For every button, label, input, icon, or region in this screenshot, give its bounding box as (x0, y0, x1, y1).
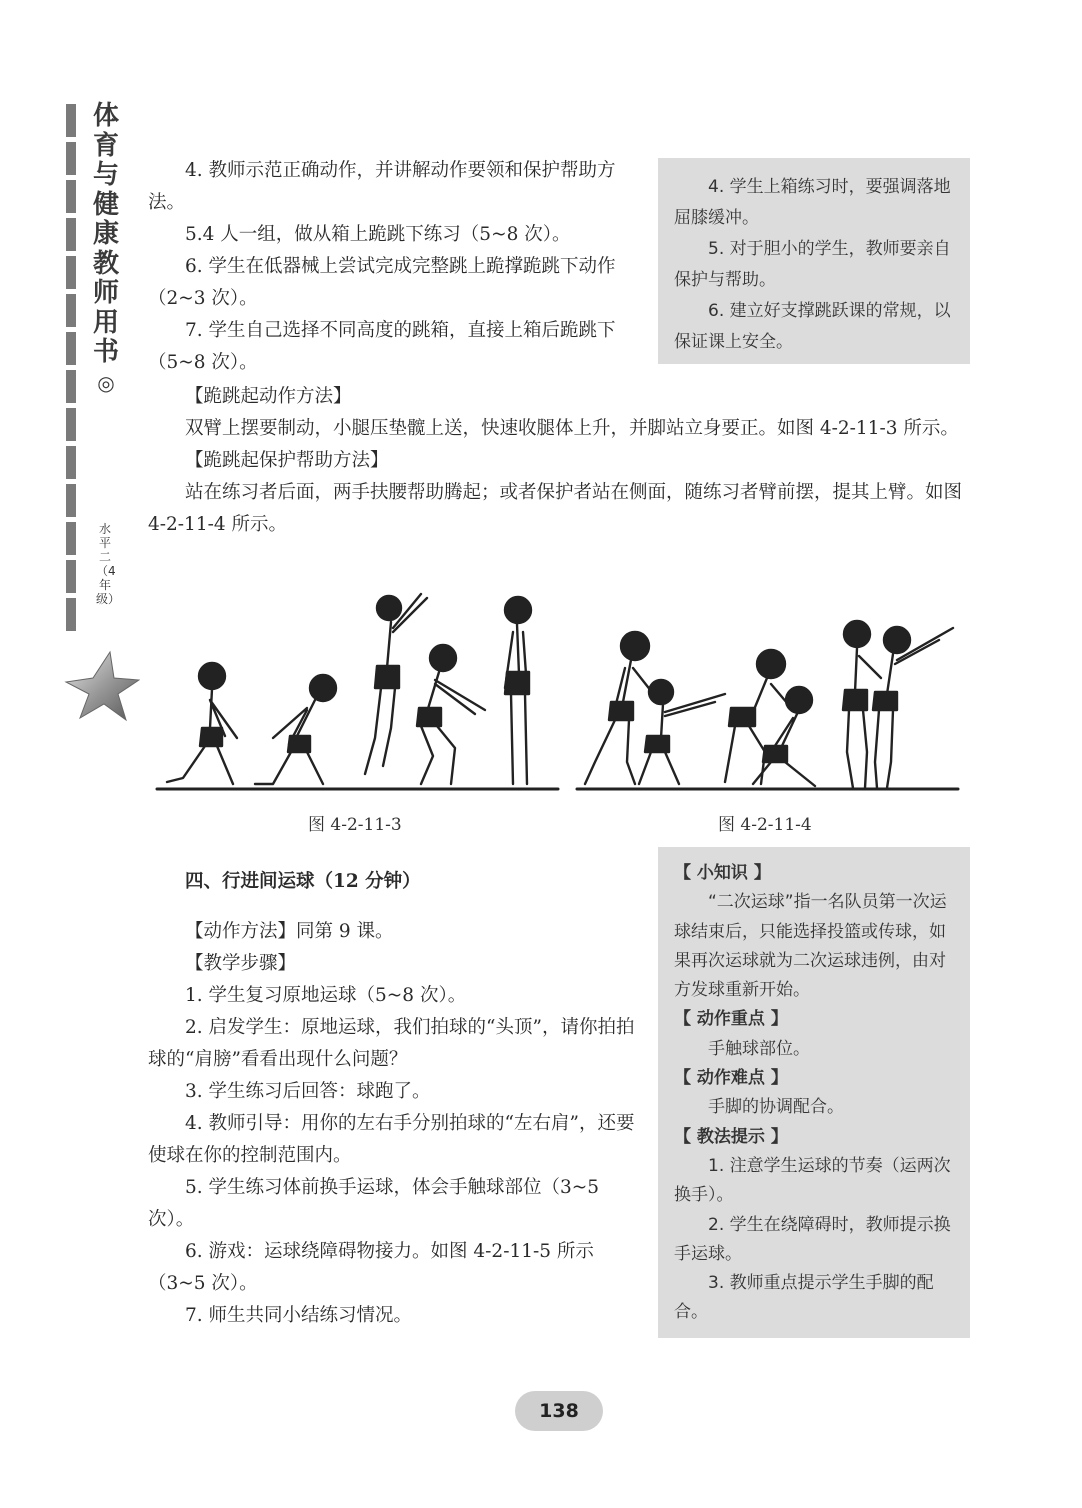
teaching-step: 4. 教师引导：用你的左右手分别拍球的“左右肩”，还要使球在你的控制范围内。 (148, 1113, 635, 1166)
teaching-tips-tag: 【 教法提示 】 (674, 1126, 788, 1147)
teaching-tip: 3. 教师重点提示学生手脚的配合。 (674, 1273, 934, 1323)
side-note: 6. 建立好支撑跳跃课的常规，以保证课上安全。 (674, 301, 951, 352)
side-note: 5. 对于胆小的学生，教师要亲自保护与帮助。 (674, 239, 951, 290)
method-heading: 【跪跳起动作方法】 (185, 386, 352, 407)
top-steps (148, 155, 636, 379)
top-step: 7. 学生自己选择不同高度的跳箱，直接上箱后跪跳下（5~8 次）。 (148, 320, 616, 373)
action-method: 【动作方法】同第 9 课。 (185, 921, 394, 942)
knowledge-tag: 【 小知识 】 (674, 863, 771, 883)
protect-heading: 【跪跳起保护帮助方法】 (185, 450, 389, 471)
star-icon (62, 650, 140, 722)
spine-book-title (90, 102, 122, 398)
teaching-step: 1. 学生复习原地运球（5~8 次）。 (185, 985, 467, 1006)
figure-protection-help (575, 612, 960, 797)
key-point-text: 手触球部位。 (708, 1038, 810, 1059)
figure-caption-1: 图 4-2-11-3 (308, 815, 402, 835)
figure-kneel-jump-sequence (155, 588, 560, 798)
method-section (148, 381, 972, 541)
spine-level-label: 水平二（4年级） (96, 522, 121, 606)
spine-symbol: ◎ (97, 370, 115, 395)
page-number: 138 (515, 1391, 603, 1431)
top-step: 4. 教师示范正确动作，并讲解动作要领和保护帮助方法。 (148, 160, 616, 213)
spine-bars (66, 104, 76, 636)
teaching-step: 6. 游戏：运球绕障碍物接力。如图 4-2-11-5 所示（3~5 次）。 (148, 1241, 594, 1294)
side-note-box-2 (658, 847, 970, 1338)
difficulty-tag: 【 动作难点 】 (674, 1068, 788, 1089)
section-dribbling (148, 866, 636, 1332)
teaching-step: 7. 师生共同小结练习情况。 (185, 1305, 413, 1326)
teaching-tip: 2. 学生在绕障碍时，教师提示换手运球。 (674, 1214, 951, 1264)
top-step: 6. 学生在低器械上尝试完成完整跳上跪撑跪跳下动作（2~3 次）。 (148, 256, 616, 309)
teaching-step: 2. 启发学生：原地运球，我们拍球的“头顶”，请你拍拍球的“肩膀”看看出现什么问题？ (148, 1017, 635, 1070)
top-step: 5.4 人一组，做从箱上跪跳下练习（5~8 次）。 (185, 224, 571, 245)
teaching-tip: 1. 注意学生运球的节奏（运两次换手）。 (674, 1155, 951, 1206)
knowledge-text: “二次运球”指一名队员第一次运球结束后，只能选择投篮或传球，如果再次运球就为二次运球违例，由对方发球重新开始。 (674, 892, 947, 1001)
figure-caption-2: 图 4-2-11-4 (718, 815, 812, 835)
side-note: 4. 学生上箱练习时，要强调落地屈膝缓冲。 (674, 177, 951, 228)
protect-text: 站在练习者后面，两手扶腰帮助腾起；或者保护者站在侧面，随练习者臂前摆，提其上臂。如图 4-2-11-4 所示。 (148, 482, 963, 535)
side-note-box-1 (658, 158, 970, 364)
section-title: 四、行进间运球（12 分钟） (185, 871, 421, 892)
method-text: 双臂上摆要制动，小腿压垫髋上送，快速收腿体上升，并脚站立身要正。如图 4-2-11-3 所示。 (185, 418, 959, 439)
spine-title-text: 体育与健康教师用书 (92, 101, 119, 367)
teaching-step: 5. 学生练习体前换手运球，体会手触球部位（3~5 次）。 (148, 1177, 600, 1230)
steps-heading: 【教学步骤】 (185, 953, 297, 974)
difficulty-text: 手脚的协调配合。 (708, 1097, 844, 1118)
key-point-tag: 【 动作重点 】 (674, 1009, 788, 1030)
teaching-step: 3. 学生练习后回答：球跑了。 (185, 1081, 431, 1102)
